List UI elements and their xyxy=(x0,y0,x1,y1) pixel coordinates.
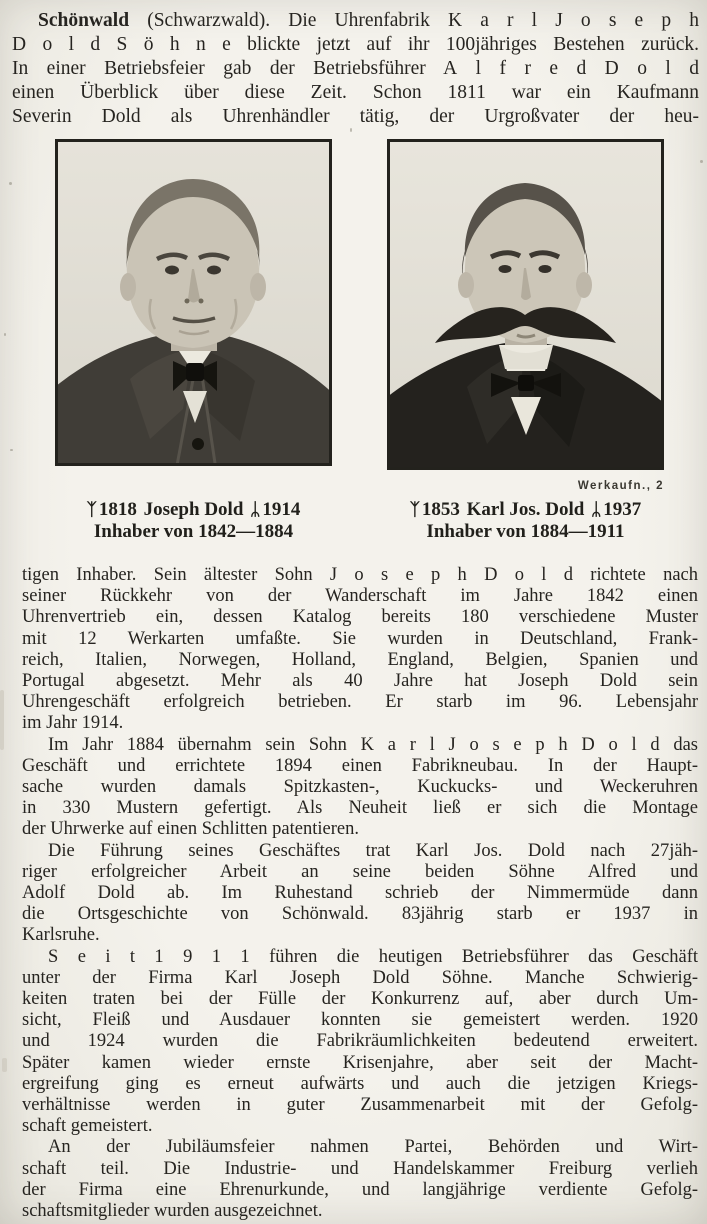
text-line: und 1924 wurden die Fabrikräumlichkeiten bedeutend erweitert. xyxy=(22,1031,698,1052)
caption-tenure-line: Inhaber von 1842—1884 xyxy=(93,521,294,542)
photo-credit: Werkaufn., 2 xyxy=(577,480,664,492)
paper-speck xyxy=(9,182,12,185)
intro-first-line-rest: (Schwarzwald). Die Uhrenfabrik K a r l J o s e p h xyxy=(147,10,699,31)
caption-joseph-dold xyxy=(55,499,332,542)
life-rune-icon: ᛉ xyxy=(409,500,420,520)
text-line: riger erfolgreicher Arbeit an seine beiden Söhne Alfred und xyxy=(22,861,698,882)
intro-paragraph xyxy=(0,0,707,129)
text-line: Im Jahr 1884 übernahm sein Sohn K a r l J o s e p h D o l d das xyxy=(48,734,698,755)
article-body xyxy=(22,565,698,1222)
text-line: der Uhrwerke auf einen Schlitten patentieren. xyxy=(22,819,359,840)
text-line: mit 12 Werkarten umfaßte. Sie wurden in Deutschland, Frank- xyxy=(22,628,698,649)
text-line: Karlsruhe. xyxy=(22,925,100,946)
text-line: der Firma eine Ehrenurkunde, und langjährige verdiente Gefolg- xyxy=(22,1179,698,1200)
text-line: ergreifung ging es erneut aufwärts und auch die jetzigen Kriegs- xyxy=(22,1073,698,1094)
text-line: In einer Betriebsfeier gab der Betriebsführer A l f r e d D o l d xyxy=(12,58,699,79)
text-line: in 330 Mustern gefertigt. Als Neuheit ließ er sich die Montage xyxy=(22,798,698,819)
text-line: tigen Inhaber. Sein ältester Sohn J o s e p h D o l d richtete nach xyxy=(22,565,698,585)
birth-year: 1818 xyxy=(98,499,137,520)
paper-speck xyxy=(4,333,6,336)
person-name: Joseph Dold xyxy=(143,499,244,520)
text-line: S e i t 1 9 1 1 führen die heutigen Betriebsführer das Geschäft xyxy=(48,946,698,967)
birth-year: 1853 xyxy=(421,499,460,520)
text-line: Später kamen wieder ernste Krisenjahre, aber seit der Macht- xyxy=(22,1052,698,1073)
intro-first-line xyxy=(12,9,699,33)
death-rune-icon: ᛦ xyxy=(591,500,602,520)
text-line: Uhrenvertrieb ein, dessen Katalog bereits 180 verschiedene Muster xyxy=(22,607,698,628)
figure-joseph-dold xyxy=(55,139,332,542)
death-year: 1914 xyxy=(262,499,301,520)
figure-karl-jos-dold xyxy=(387,139,664,542)
death-rune-icon: ᛦ xyxy=(250,500,261,520)
paper-speck xyxy=(350,128,352,132)
caption-karl-jos-dold xyxy=(387,499,664,542)
intro-lines xyxy=(12,33,699,129)
text-line: einen Überblick über diese Zeit. Schon 1811 war ein Kaufmann xyxy=(12,82,699,103)
dateline: Schönwald xyxy=(38,10,130,31)
paragraph-5 xyxy=(22,947,698,1138)
paper-smudge xyxy=(0,690,4,750)
text-line: An der Jubiläumsfeier nahmen Partei, Behörden und Wirt- xyxy=(48,1137,698,1158)
text-line: Die Führung seines Geschäftes trat Karl Jos. Dold nach 27jäh- xyxy=(48,840,698,861)
person-name: Karl Jos. Dold xyxy=(466,499,585,520)
text-line: sache wurden damals Spitzkasten-, Kuckucks- und Weckeruhren xyxy=(22,777,698,798)
text-line: Uhrengeschäft erfolgreich betrieben. Er starb im 96. Lebensjahr xyxy=(22,692,698,713)
text-line: im Jahr 1914. xyxy=(22,713,124,734)
paper-speck xyxy=(700,160,703,163)
paragraph-3 xyxy=(22,735,698,841)
caption-tenure-line: Inhaber von 1884—1911 xyxy=(426,521,625,542)
paragraph-2 xyxy=(22,565,698,735)
text-line: reich, Italien, Norwegen, Holland, England, Belgien, Spanien und xyxy=(22,649,698,670)
text-line: schaft teil. Die Industrie- und Handelskammer Freiburg verlieh xyxy=(22,1158,698,1179)
text-line: sicht, Fleiß und Ausdauer konnten sie gemeistert werden. 1920 xyxy=(22,1010,698,1031)
death-year: 1937 xyxy=(603,499,642,520)
paragraph-6 xyxy=(22,1137,698,1222)
text-line: schaftsmitglieder wurden ausgezeichnet. xyxy=(22,1201,323,1222)
figure-block xyxy=(0,139,707,551)
text-line: die Ortsgeschichte von Schönwald. 83jährig starb er 1937 in xyxy=(22,904,698,925)
text-line: Geschäft und errichtete 1894 einen Fabrikneubau. In der Haupt- xyxy=(22,755,698,776)
text-line: unter der Firma Karl Joseph Dold Söhne. Manche Schwierig- xyxy=(22,967,698,988)
text-line: schaft gemeistert. xyxy=(22,1116,153,1137)
text-line: seiner Rückkehr von der Wanderschaft im Jahre 1842 einen xyxy=(22,586,698,607)
text-line: keiten traten bei der Fülle der Konkurrenz auf, aber durch Um- xyxy=(22,989,698,1010)
paper-speck xyxy=(10,449,13,451)
paragraph-4 xyxy=(22,841,698,947)
text-line: Severin Dold als Uhrenhändler tätig, der Urgroßvater der heu- xyxy=(12,106,699,127)
text-line: verhältnisse werden in guter Zusammenarbeit mit der Gefolg- xyxy=(22,1095,698,1116)
caption-dates-line xyxy=(55,499,332,521)
karl-jos-dold-portrait-photo xyxy=(387,139,664,470)
joseph-dold-portrait-photo xyxy=(55,139,332,466)
text-line: Portugal abgesetzt. Mehr als 40 Jahre hat Joseph Dold sein xyxy=(22,671,698,692)
text-line: D o l d S ö h n e blickte jetzt auf ihr 100jähriges Bestehen zurück. xyxy=(12,34,699,55)
text-line: Adolf Dold ab. Im Ruhestand schrieb der Nimmermüde dann xyxy=(22,883,698,904)
life-rune-icon: ᛉ xyxy=(86,500,97,520)
caption-dates-line xyxy=(387,499,664,521)
paper-smudge xyxy=(2,1058,7,1072)
